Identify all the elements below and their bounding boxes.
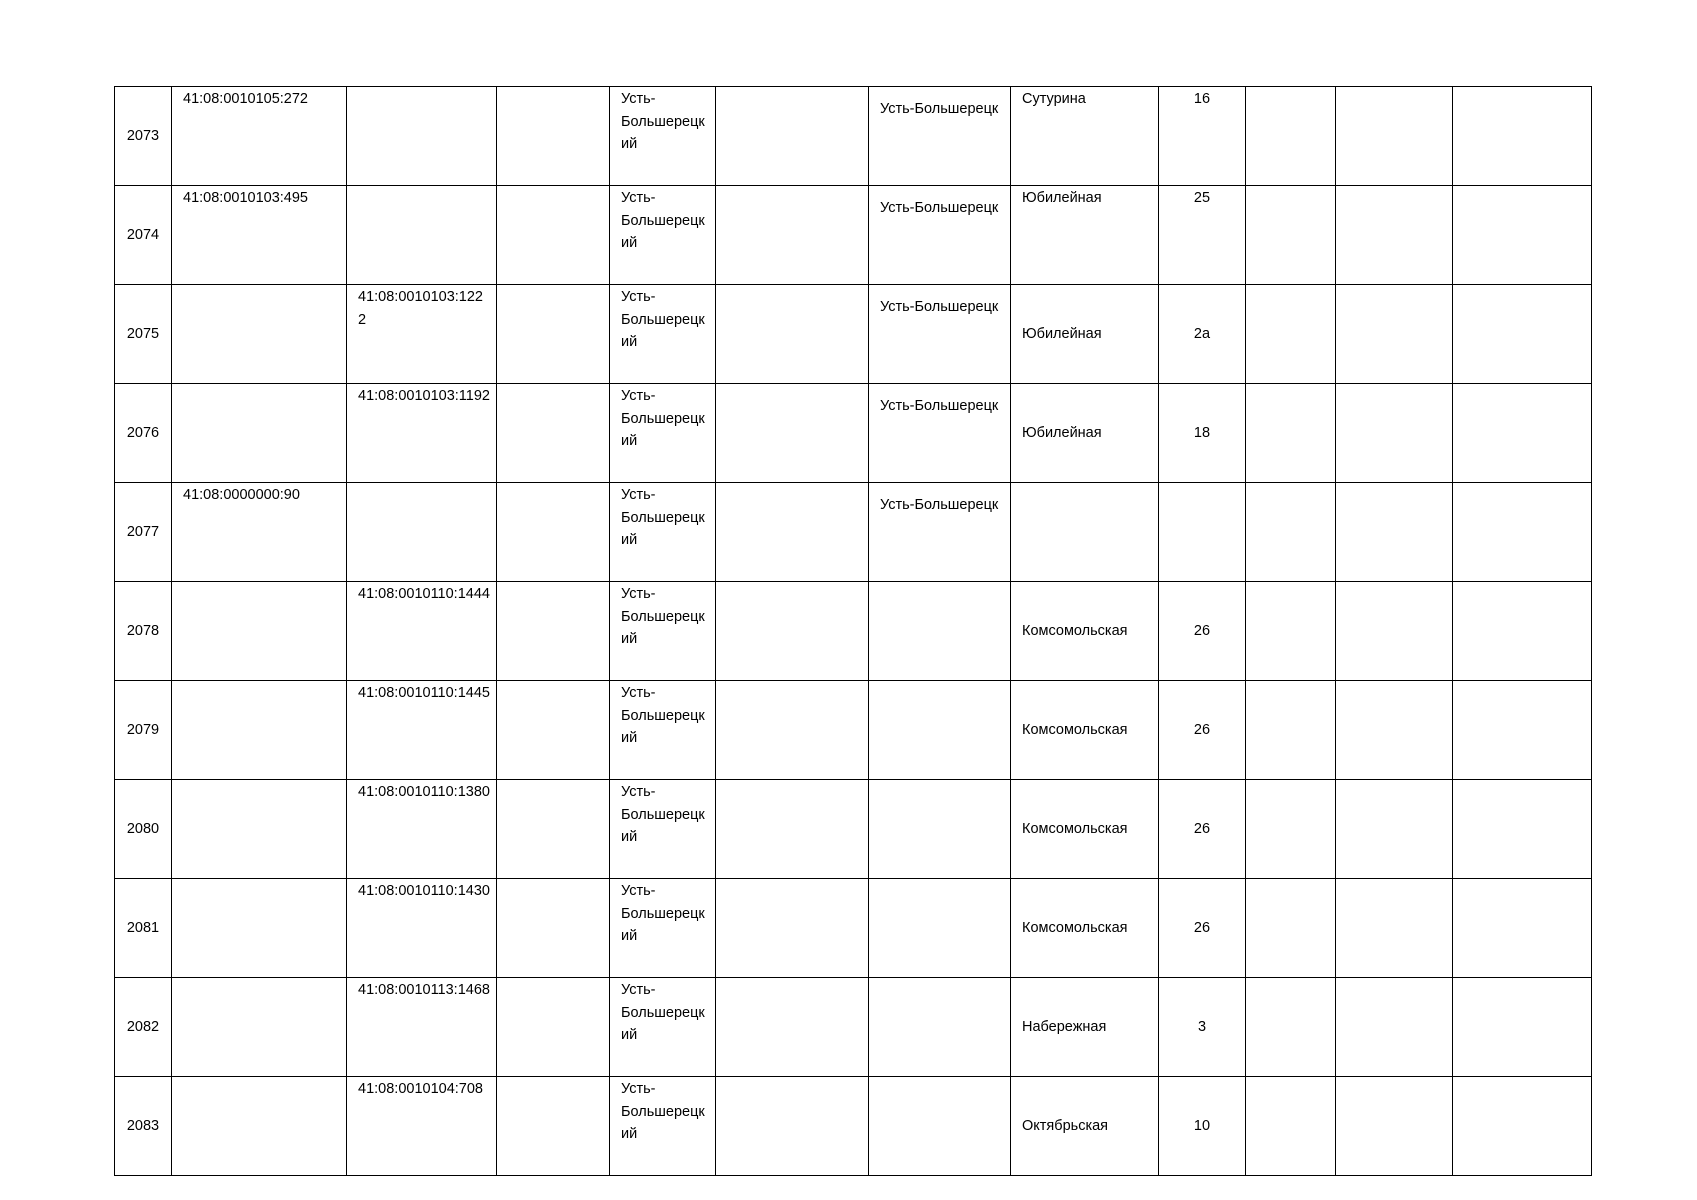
settlement-cell bbox=[869, 978, 1011, 1077]
street-cell bbox=[1011, 483, 1159, 582]
row-number-cell: 2081 bbox=[115, 879, 172, 978]
empty-cell bbox=[1336, 780, 1453, 879]
empty-cell bbox=[1336, 582, 1453, 681]
object-cadastral-number-cell: 41:08:0010110:1380 bbox=[347, 780, 497, 879]
empty-cell bbox=[497, 681, 610, 780]
row-number-cell: 2073 bbox=[115, 87, 172, 186]
cadastral-number-cell bbox=[172, 879, 347, 978]
table-row bbox=[115, 87, 1592, 186]
object-cadastral-number-cell: 41:08:0010104:708 bbox=[347, 1077, 497, 1176]
district-cell: Усть-Большерецкий bbox=[610, 879, 716, 978]
row-number-cell: 2076 bbox=[115, 384, 172, 483]
empty-cell bbox=[497, 483, 610, 582]
settlement-cell bbox=[869, 681, 1011, 780]
row-number-cell: 2080 bbox=[115, 780, 172, 879]
street-cell: Комсомольская bbox=[1011, 681, 1159, 780]
empty-cell bbox=[1336, 483, 1453, 582]
empty-cell bbox=[716, 978, 869, 1077]
cadastral-number-cell bbox=[172, 681, 347, 780]
empty-cell bbox=[1453, 879, 1592, 978]
empty-cell bbox=[1246, 582, 1336, 681]
district-cell: Усть-Большерецкий bbox=[610, 978, 716, 1077]
row-number-cell: 2079 bbox=[115, 681, 172, 780]
empty-cell bbox=[497, 978, 610, 1077]
empty-cell bbox=[497, 285, 610, 384]
empty-cell bbox=[1336, 285, 1453, 384]
table-row bbox=[115, 681, 1592, 780]
table-row bbox=[115, 285, 1592, 384]
house-number-cell: 10 bbox=[1159, 1077, 1246, 1176]
street-cell: Юбилейная bbox=[1011, 285, 1159, 384]
empty-cell bbox=[1453, 285, 1592, 384]
cadastral-number-cell bbox=[172, 582, 347, 681]
object-cadastral-number-cell: 41:08:0010103:1192 bbox=[347, 384, 497, 483]
district-cell: Усть-Большерецкий bbox=[610, 87, 716, 186]
house-number-cell: 16 bbox=[1159, 87, 1246, 186]
street-cell: Сутурина bbox=[1011, 87, 1159, 186]
cadastral-number-cell: 41:08:0000000:90 bbox=[172, 483, 347, 582]
object-cadastral-number-cell: 41:08:0010113:1468 bbox=[347, 978, 497, 1077]
object-cadastral-number-cell: 41:08:0010110:1430 bbox=[347, 879, 497, 978]
empty-cell bbox=[497, 879, 610, 978]
street-cell: Октябрьская bbox=[1011, 1077, 1159, 1176]
table-row bbox=[115, 1077, 1592, 1176]
empty-cell bbox=[1453, 978, 1592, 1077]
house-number-cell: 2а bbox=[1159, 285, 1246, 384]
cadastral-number-cell bbox=[172, 780, 347, 879]
street-cell: Комсомольская bbox=[1011, 879, 1159, 978]
empty-cell bbox=[497, 1077, 610, 1176]
object-cadastral-number-cell: 41:08:0010103:1222 bbox=[347, 285, 497, 384]
settlement-cell bbox=[869, 879, 1011, 978]
empty-cell bbox=[1246, 483, 1336, 582]
district-cell: Усть-Большерецкий bbox=[610, 384, 716, 483]
empty-cell bbox=[1246, 780, 1336, 879]
cadastral-number-cell bbox=[172, 285, 347, 384]
settlement-cell bbox=[869, 1077, 1011, 1176]
empty-cell bbox=[1246, 978, 1336, 1077]
object-cadastral-number-cell bbox=[347, 483, 497, 582]
empty-cell bbox=[1453, 681, 1592, 780]
empty-cell bbox=[716, 186, 869, 285]
table-row bbox=[115, 780, 1592, 879]
house-number-cell: 26 bbox=[1159, 582, 1246, 681]
table-body bbox=[115, 87, 1592, 1176]
row-number-cell: 2083 bbox=[115, 1077, 172, 1176]
district-cell: Усть-Большерецкий bbox=[610, 681, 716, 780]
district-cell: Усть-Большерецкий bbox=[610, 1077, 716, 1176]
district-cell: Усть-Большерецкий bbox=[610, 483, 716, 582]
table-row bbox=[115, 483, 1592, 582]
empty-cell bbox=[1246, 1077, 1336, 1176]
empty-cell bbox=[1246, 879, 1336, 978]
empty-cell bbox=[716, 1077, 869, 1176]
empty-cell bbox=[716, 681, 869, 780]
settlement-cell: Усть-Большерецк bbox=[869, 483, 1011, 582]
cadastral-number-cell bbox=[172, 1077, 347, 1176]
object-cadastral-number-cell bbox=[347, 87, 497, 186]
street-cell: Юбилейная bbox=[1011, 384, 1159, 483]
empty-cell bbox=[497, 582, 610, 681]
empty-cell bbox=[716, 879, 869, 978]
settlement-cell: Усть-Большерецк bbox=[869, 285, 1011, 384]
empty-cell bbox=[497, 87, 610, 186]
empty-cell bbox=[1246, 285, 1336, 384]
settlement-cell bbox=[869, 582, 1011, 681]
empty-cell bbox=[1246, 384, 1336, 483]
empty-cell bbox=[1336, 978, 1453, 1077]
object-cadastral-number-cell: 41:08:0010110:1444 bbox=[347, 582, 497, 681]
house-number-cell: 26 bbox=[1159, 681, 1246, 780]
empty-cell bbox=[1453, 186, 1592, 285]
settlement-cell: Усть-Большерецк bbox=[869, 384, 1011, 483]
cadastral-number-cell bbox=[172, 384, 347, 483]
street-cell: Комсомольская bbox=[1011, 582, 1159, 681]
settlement-cell bbox=[869, 780, 1011, 879]
empty-cell bbox=[497, 780, 610, 879]
empty-cell bbox=[497, 186, 610, 285]
district-cell: Усть-Большерецкий bbox=[610, 582, 716, 681]
house-number-cell: 26 bbox=[1159, 879, 1246, 978]
empty-cell bbox=[1336, 384, 1453, 483]
district-cell: Усть-Большерецкий bbox=[610, 285, 716, 384]
street-cell: Набережная bbox=[1011, 978, 1159, 1077]
empty-cell bbox=[716, 780, 869, 879]
empty-cell bbox=[1246, 186, 1336, 285]
object-cadastral-number-cell: 41:08:0010110:1445 bbox=[347, 681, 497, 780]
cadastral-number-cell: 41:08:0010103:495 bbox=[172, 186, 347, 285]
settlement-cell: Усть-Большерецк bbox=[869, 87, 1011, 186]
empty-cell bbox=[1453, 780, 1592, 879]
district-cell: Усть-Большерецкий bbox=[610, 780, 716, 879]
empty-cell bbox=[1453, 1077, 1592, 1176]
cadastral-number-cell: 41:08:0010105:272 bbox=[172, 87, 347, 186]
house-number-cell: 26 bbox=[1159, 780, 1246, 879]
empty-cell bbox=[1336, 879, 1453, 978]
house-number-cell: 25 bbox=[1159, 186, 1246, 285]
street-cell: Юбилейная bbox=[1011, 186, 1159, 285]
table-row bbox=[115, 879, 1592, 978]
empty-cell bbox=[1336, 87, 1453, 186]
empty-cell bbox=[1453, 87, 1592, 186]
object-cadastral-number-cell bbox=[347, 186, 497, 285]
empty-cell bbox=[1336, 186, 1453, 285]
settlement-cell: Усть-Большерецк bbox=[869, 186, 1011, 285]
district-cell: Усть-Большерецкий bbox=[610, 186, 716, 285]
table-row bbox=[115, 978, 1592, 1077]
table-row bbox=[115, 186, 1592, 285]
row-number-cell: 2078 bbox=[115, 582, 172, 681]
row-number-cell: 2074 bbox=[115, 186, 172, 285]
empty-cell bbox=[1453, 483, 1592, 582]
empty-cell bbox=[1453, 582, 1592, 681]
empty-cell bbox=[1453, 384, 1592, 483]
row-number-cell: 2082 bbox=[115, 978, 172, 1077]
empty-cell bbox=[1246, 681, 1336, 780]
house-number-cell: 3 bbox=[1159, 978, 1246, 1077]
empty-cell bbox=[716, 384, 869, 483]
cadastral-number-cell bbox=[172, 978, 347, 1077]
property-register-table bbox=[114, 86, 1592, 1176]
table-row bbox=[115, 582, 1592, 681]
table-row bbox=[115, 384, 1592, 483]
empty-cell bbox=[1246, 87, 1336, 186]
empty-cell bbox=[1336, 681, 1453, 780]
empty-cell bbox=[716, 285, 869, 384]
house-number-cell bbox=[1159, 483, 1246, 582]
empty-cell bbox=[716, 87, 869, 186]
row-number-cell: 2075 bbox=[115, 285, 172, 384]
empty-cell bbox=[716, 582, 869, 681]
empty-cell bbox=[1336, 1077, 1453, 1176]
house-number-cell: 18 bbox=[1159, 384, 1246, 483]
row-number-cell: 2077 bbox=[115, 483, 172, 582]
street-cell: Комсомольская bbox=[1011, 780, 1159, 879]
empty-cell bbox=[497, 384, 610, 483]
empty-cell bbox=[716, 483, 869, 582]
